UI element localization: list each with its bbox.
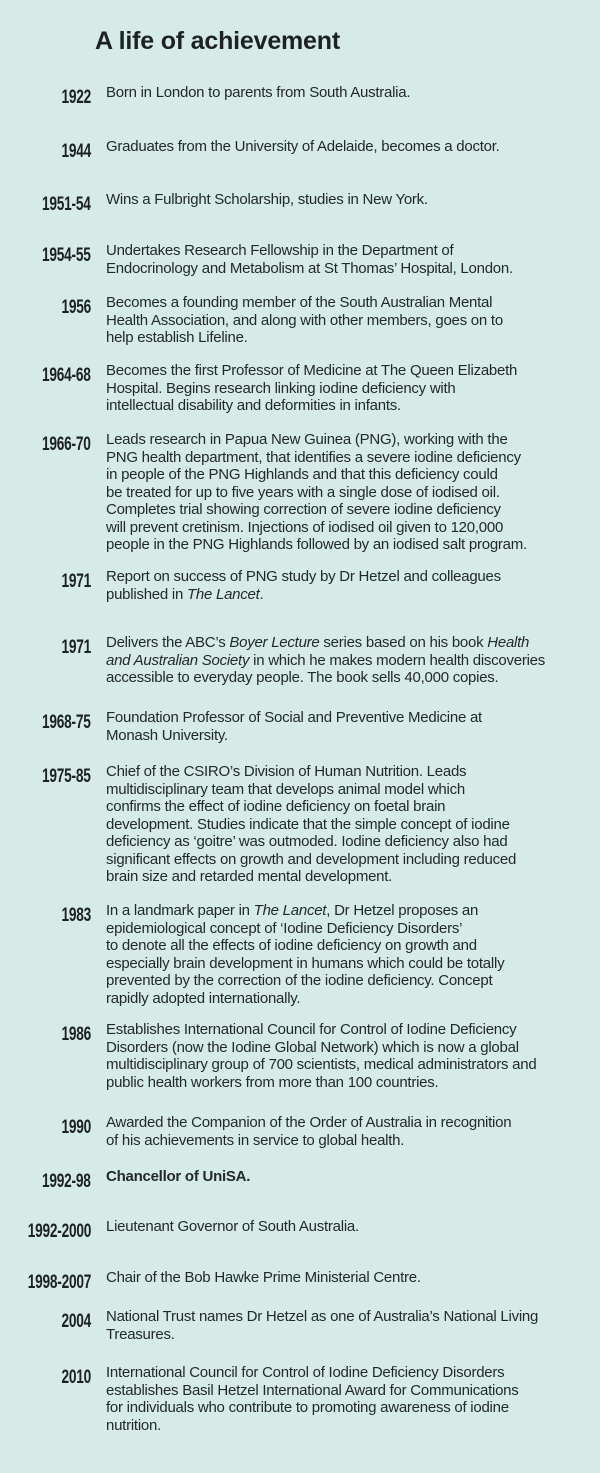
entry-year: 1966-70 <box>42 434 91 455</box>
description-line: Born in London to parents from South Australia. <box>106 84 411 101</box>
description-line: Chief of the CSIRO’s Division of Human Nutrition. Leads <box>106 763 467 780</box>
description-text: series based on his book <box>319 634 488 651</box>
entry-year: 2010 <box>61 1367 91 1388</box>
description-line: Monash University. <box>106 726 228 744</box>
description-line: Hospital. Begins research linking iodine deficiency with <box>106 379 456 397</box>
italic-title: The Lancet <box>253 902 327 919</box>
description-line: Becomes a founding member of the South Australian Mental <box>106 294 493 311</box>
description-line: National Trust names Dr Hetzel as one of Australia’s National Living <box>106 1308 539 1325</box>
description-line: nutrition. <box>106 1416 162 1434</box>
page-title: A life of achievement <box>95 27 340 55</box>
entry-description <box>106 84 596 102</box>
description-line: significant effects on growth and development including reduced <box>106 850 517 868</box>
entry-description <box>106 431 596 554</box>
description-line: people in the PNG Highlands followed by an iodised salt program. <box>106 536 527 553</box>
description-line: Awarded the Companion of the Order of Australia in recognition <box>106 1114 512 1131</box>
description-text: . <box>259 585 264 603</box>
description-line: Foundation Professor of Social and Preventive Medicine at <box>106 709 482 726</box>
description-line: will prevent cretinism. Injections of iodised oil given to 120,000 <box>106 518 504 536</box>
description-line: multidisciplinary group of 700 scientists, medical administrators and <box>106 1056 537 1073</box>
description-line: brain size and retarded mental development. <box>106 868 393 885</box>
description-line: deficiency as ‘goitre’ was outmoded. Iodine deficiency also had <box>106 833 508 850</box>
description-line: development. Studies indicate that the simple concept of iodine <box>106 815 510 833</box>
entry-year: 1968-75 <box>42 712 91 733</box>
description-line: in people of the PNG Highlands and that this deficiency could <box>106 466 498 483</box>
entry-year: 1971 <box>61 637 91 658</box>
entry-description <box>106 1114 596 1149</box>
description-line: Health Association, and along with other members, goes on to <box>106 311 503 329</box>
description-line: Treasures. <box>106 1325 175 1343</box>
entry-description <box>106 138 596 156</box>
description-line: Establishes International Council for Control of Iodine Deficiency <box>106 1021 517 1038</box>
description-line: be treated for up to five years with a single dose of iodised oil. <box>106 483 500 501</box>
entry-description <box>106 709 596 744</box>
description-text: Delivers the ABC’s <box>106 634 230 651</box>
description-line: International Council for Control of Iodine Deficiency Disorders <box>106 1364 505 1381</box>
description-line: Disorders (now the Iodine Global Network) which is now a global <box>106 1038 519 1056</box>
entry-year: 1971 <box>61 571 91 592</box>
description-line: Chair of the Bob Hawke Prime Ministerial Centre. <box>106 1269 421 1286</box>
entry-description <box>106 294 596 347</box>
entry-description <box>106 1021 596 1091</box>
italic-title: Health and Australian Society <box>106 634 530 669</box>
entry-year: 1964-68 <box>42 365 91 386</box>
entry-description <box>106 191 596 209</box>
entry-description <box>106 902 596 1007</box>
description-line: Endocrinology and Metabolism at St Thomas’ Hospital, London. <box>106 259 513 277</box>
entry-year: 1951-54 <box>42 194 91 215</box>
entry-year: 1990 <box>61 1117 91 1138</box>
entry-description <box>106 1269 596 1287</box>
entry-description <box>106 242 596 277</box>
description-line: intellectual disability and deformities in infants. <box>106 397 401 414</box>
entry-year: 1954-55 <box>42 245 91 266</box>
description-line: public health workers from more than 100 countries. <box>106 1073 439 1091</box>
description-line: Undertakes Research Fellowship in the Department of <box>106 242 454 259</box>
description-line: establishes Basil Hetzel International Award for Communications <box>106 1381 519 1399</box>
entry-year: 1986 <box>61 1024 91 1045</box>
entry-year: 1956 <box>61 297 91 318</box>
description-line: help establish Lifeline. <box>106 329 248 346</box>
italic-title: Boyer Lecture <box>229 634 320 651</box>
entry-description <box>106 634 596 687</box>
entry-description <box>106 1218 596 1236</box>
entry-year: 1998-2007 <box>27 1272 91 1293</box>
entry-year: 1922 <box>61 87 91 108</box>
entry-year: 1983 <box>61 905 91 926</box>
entry-year: 1992-2000 <box>27 1221 91 1242</box>
entry-description <box>106 362 596 415</box>
description-text: In a landmark paper in <box>106 902 254 919</box>
description-line: PNG health department, that identifies a severe iodine deficiency <box>106 448 521 466</box>
description-text: Report on success of PNG study by Dr Hetzel and colleagues published in <box>106 568 501 603</box>
description-line: Chancellor of UniSA. <box>106 1168 251 1185</box>
description-line: Lieutenant Governor of South Australia. <box>106 1218 359 1235</box>
entry-description <box>106 1364 596 1434</box>
description-text: in which he makes modern health discoveries accessible to everyday people. The book sells 40,000 copies. <box>106 651 546 686</box>
description-line: Graduates from the University of Adelaide, becomes a doctor. <box>106 138 500 155</box>
description-line: for individuals who contribute to promoting awareness of iodine <box>106 1399 509 1416</box>
description-line: confirms the effect of iodine deficiency on foetal brain <box>106 798 446 815</box>
description-text: , Dr Hetzel proposes an epidemiological concept of ‘Iodine Deficiency Disorders’ to denote all the effects of iodine deficiency on growth and especially brain development in humans which could be totally prevented by the correction of the iodine deficiency. Concept rapidly adopted internationally. <box>106 902 505 1007</box>
description-line: Leads research in Papua New Guinea (PNG), working with the <box>106 431 508 448</box>
entry-year: 1992-98 <box>42 1171 91 1192</box>
description-line: Wins a Fulbright Scholarship, studies in New York. <box>106 191 428 208</box>
description-line: Completes trial showing correction of severe iodine deficiency <box>106 501 501 518</box>
entry-description <box>106 1308 596 1343</box>
description-line: of his achievements in service to global health. <box>106 1131 405 1149</box>
description-line: multidisciplinary team that develops animal model which <box>106 780 465 798</box>
description-line: Becomes the first Professor of Medicine at The Queen Elizabeth <box>106 362 518 379</box>
entry-description <box>106 763 596 886</box>
entry-year: 1975-85 <box>42 766 91 787</box>
entry-year: 1944 <box>61 141 91 162</box>
entry-description <box>106 1168 596 1186</box>
italic-title: The Lancet <box>186 585 260 603</box>
entry-year: 2004 <box>61 1311 91 1332</box>
entry-description <box>106 568 596 603</box>
